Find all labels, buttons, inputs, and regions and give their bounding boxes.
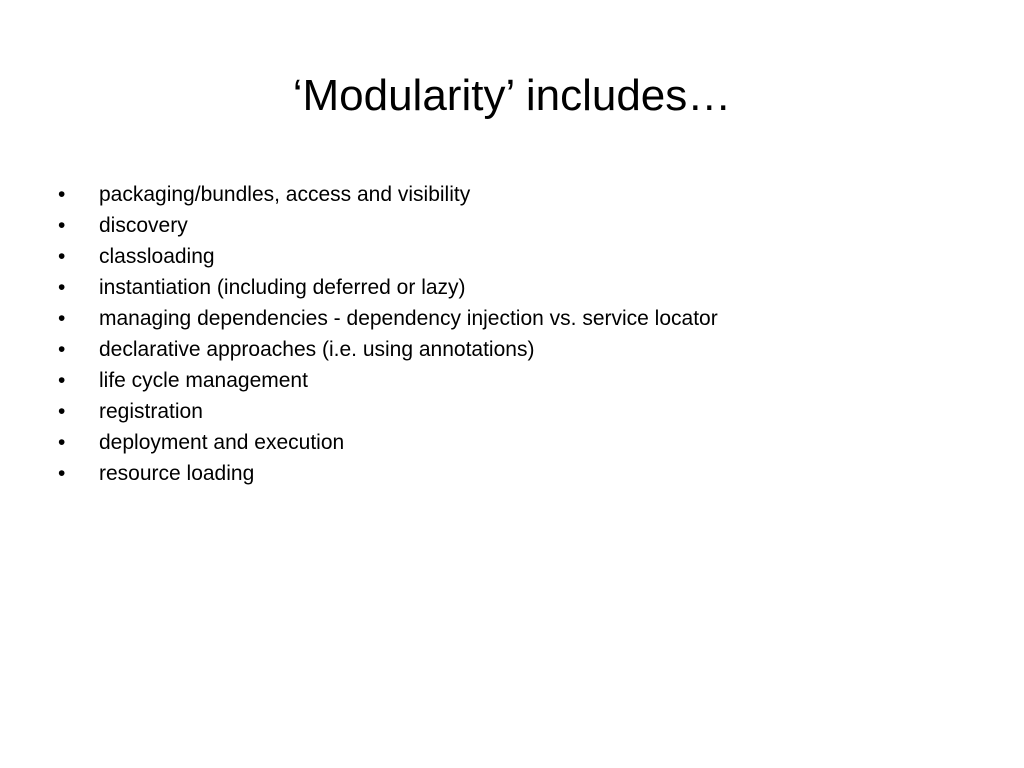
bullet-list <box>58 179 718 489</box>
list-item-text: discovery <box>99 214 188 237</box>
list-item-text: classloading <box>99 245 215 268</box>
list-item-text: registration <box>99 400 203 423</box>
list-item-text: resource loading <box>99 462 255 485</box>
bullet-marker: • <box>58 214 66 237</box>
list-item <box>58 427 718 458</box>
list-item-text: instantiation (including deferred or lazy) <box>99 276 466 299</box>
list-item-text: declarative approaches (i.e. using annotations) <box>99 338 535 361</box>
list-item <box>58 334 718 365</box>
list-item <box>58 458 718 489</box>
list-item-text: life cycle management <box>99 369 308 392</box>
bullet-marker: • <box>58 307 66 330</box>
list-item <box>58 396 718 427</box>
bullet-marker: • <box>58 400 66 423</box>
bullet-marker: • <box>58 276 66 299</box>
list-item-text: deployment and execution <box>99 431 345 454</box>
list-item <box>58 241 718 272</box>
list-item <box>58 272 718 303</box>
list-item-text: managing dependencies - dependency injection vs. service locator <box>99 307 718 330</box>
list-item <box>58 303 718 334</box>
list-item <box>58 179 718 210</box>
bullet-marker: • <box>58 462 66 485</box>
bullet-marker: • <box>58 338 66 361</box>
bullet-marker: • <box>58 245 66 268</box>
bullet-marker: • <box>58 431 66 454</box>
list-item-text: packaging/bundles, access and visibility <box>99 183 471 206</box>
slide-title: ‘Modularity’ includes… <box>292 71 732 120</box>
bullet-marker: • <box>58 183 66 206</box>
list-item <box>58 210 718 241</box>
list-item <box>58 365 718 396</box>
bullet-marker: • <box>58 369 66 392</box>
